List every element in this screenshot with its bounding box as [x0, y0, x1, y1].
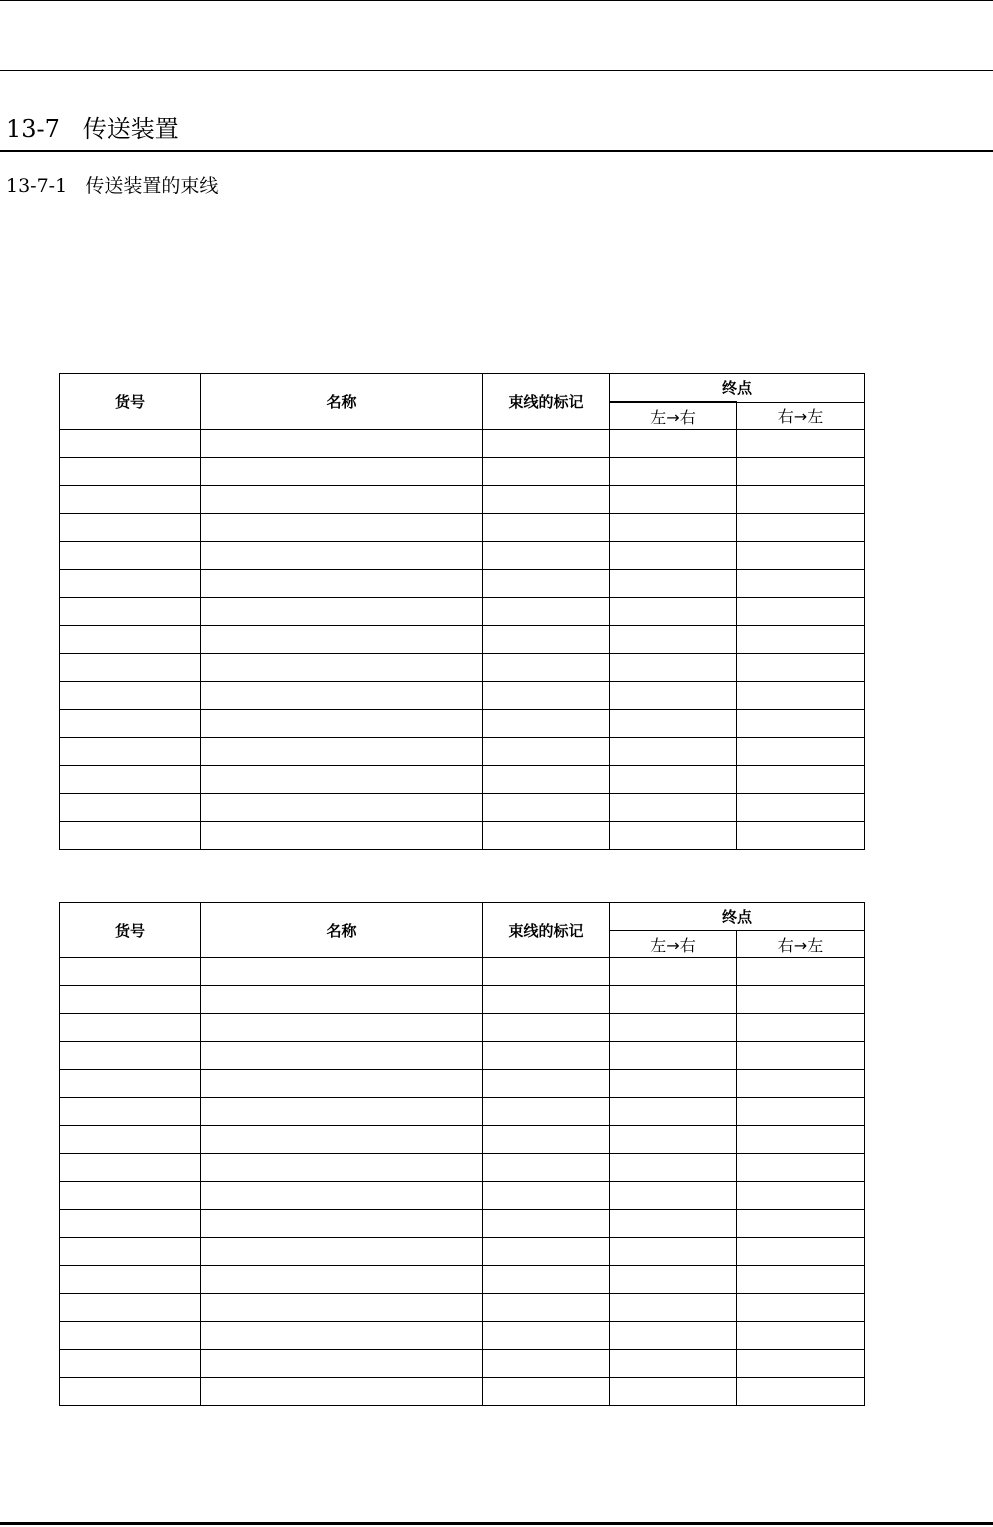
cell-part-no: [60, 1238, 201, 1266]
cell-left-to-right: [610, 542, 737, 570]
cell-left-to-right: [610, 486, 737, 514]
cell-name: [201, 738, 483, 766]
cell-right-to-left: [737, 1238, 865, 1266]
table-row: [60, 1042, 865, 1070]
cell-right-to-left: [737, 1154, 865, 1182]
cell-part-no: [60, 570, 201, 598]
cell-name: [201, 1210, 483, 1238]
cell-part-no: [60, 486, 201, 514]
subsection-number: 13-7-1: [6, 175, 68, 197]
cell-right-to-left: [737, 1014, 865, 1042]
cell-name: [201, 1098, 483, 1126]
cell-left-to-right: [610, 958, 737, 986]
cell-left-to-right: [610, 1154, 737, 1182]
cell-harness-mark: [483, 542, 610, 570]
cell-left-to-right: [610, 1098, 737, 1126]
cell-part-no: [60, 1210, 201, 1238]
cell-part-no: [60, 682, 201, 710]
cell-part-no: [60, 1322, 201, 1350]
cell-right-to-left: [737, 710, 865, 738]
cell-right-to-left: [737, 1350, 865, 1378]
cell-left-to-right: [610, 710, 737, 738]
cell-part-no: [60, 1014, 201, 1042]
cell-part-no: [60, 1266, 201, 1294]
cell-harness-mark: [483, 1238, 610, 1266]
cell-left-to-right: [610, 738, 737, 766]
section-number: 13-7: [6, 115, 60, 143]
cell-left-to-right: [610, 1070, 737, 1098]
cell-name: [201, 430, 483, 458]
cell-harness-mark: [483, 822, 610, 850]
cell-left-to-right: [610, 822, 737, 850]
cell-harness-mark: [483, 1266, 610, 1294]
cell-harness-mark: [483, 1322, 610, 1350]
cell-harness-mark: [483, 1210, 610, 1238]
cell-part-no: [60, 1042, 201, 1070]
col-name: 名称: [201, 374, 483, 430]
cell-right-to-left: [737, 766, 865, 794]
cell-name: [201, 542, 483, 570]
table-row: [60, 958, 865, 986]
cell-name: [201, 682, 483, 710]
cell-right-to-left: [737, 1042, 865, 1070]
cell-right-to-left: [737, 486, 865, 514]
col-right-to-left: 右→左: [737, 402, 865, 430]
cell-name: [201, 1378, 483, 1406]
cell-name: [201, 1350, 483, 1378]
table-row: [60, 570, 865, 598]
cell-left-to-right: [610, 766, 737, 794]
cell-harness-mark: [483, 710, 610, 738]
cell-name: [201, 766, 483, 794]
section-rule: [0, 150, 993, 152]
cell-part-no: [60, 1294, 201, 1322]
table-row: [60, 486, 865, 514]
cell-name: [201, 1042, 483, 1070]
cell-harness-mark: [483, 1070, 610, 1098]
cell-right-to-left: [737, 626, 865, 654]
col-left-to-right: 左→右: [610, 931, 737, 958]
table-row: [60, 766, 865, 794]
cell-right-to-left: [737, 570, 865, 598]
cell-left-to-right: [610, 430, 737, 458]
cell-harness-mark: [483, 1350, 610, 1378]
cell-left-to-right: [610, 1266, 737, 1294]
table-row: [60, 626, 865, 654]
col-name: 名称: [201, 903, 483, 958]
table-row: [60, 682, 865, 710]
col-terminal: 终点: [610, 374, 865, 403]
cell-part-no: [60, 514, 201, 542]
page-top-rule: [0, 0, 993, 1]
cell-name: [201, 822, 483, 850]
cell-part-no: [60, 766, 201, 794]
cell-right-to-left: [737, 682, 865, 710]
table-row: [60, 1126, 865, 1154]
cell-harness-mark: [483, 766, 610, 794]
cell-harness-mark: [483, 1098, 610, 1126]
cell-right-to-left: [737, 1266, 865, 1294]
cell-part-no: [60, 1182, 201, 1210]
cell-part-no: [60, 542, 201, 570]
table-row: [60, 1210, 865, 1238]
cell-harness-mark: [483, 1294, 610, 1322]
cell-right-to-left: [737, 598, 865, 626]
cell-part-no: [60, 654, 201, 682]
table-row: [60, 1378, 865, 1406]
cell-harness-mark: [483, 486, 610, 514]
cell-name: [201, 986, 483, 1014]
cell-right-to-left: [737, 794, 865, 822]
cell-left-to-right: [610, 1014, 737, 1042]
cell-harness-mark: [483, 794, 610, 822]
col-right-to-left: 右→左: [737, 931, 865, 958]
cell-right-to-left: [737, 822, 865, 850]
col-part-no: 货号: [60, 903, 201, 958]
footer-rule: [0, 1522, 993, 1525]
cell-right-to-left: [737, 1294, 865, 1322]
cell-harness-mark: [483, 570, 610, 598]
table-row: [60, 1182, 865, 1210]
cell-right-to-left: [737, 958, 865, 986]
cell-name: [201, 514, 483, 542]
cell-right-to-left: [737, 1322, 865, 1350]
cell-left-to-right: [610, 986, 737, 1014]
cell-name: [201, 458, 483, 486]
cell-name: [201, 654, 483, 682]
cell-part-no: [60, 710, 201, 738]
cell-left-to-right: [610, 458, 737, 486]
cell-part-no: [60, 458, 201, 486]
col-harness-mark: 束线的标记: [483, 903, 610, 958]
cell-right-to-left: [737, 1210, 865, 1238]
table-row: [60, 1070, 865, 1098]
table-row: [60, 1294, 865, 1322]
cell-harness-mark: [483, 1378, 610, 1406]
cell-harness-mark: [483, 654, 610, 682]
cell-name: [201, 958, 483, 986]
cell-left-to-right: [610, 1126, 737, 1154]
cell-right-to-left: [737, 738, 865, 766]
table-row: [60, 458, 865, 486]
cell-harness-mark: [483, 514, 610, 542]
cell-right-to-left: [737, 1098, 865, 1126]
cell-name: [201, 1014, 483, 1042]
subsection-heading: [6, 172, 218, 200]
table-row: [60, 430, 865, 458]
cell-name: [201, 1294, 483, 1322]
cell-harness-mark: [483, 1042, 610, 1070]
cell-name: [201, 1266, 483, 1294]
harness-table-2: [59, 902, 865, 1406]
cell-left-to-right: [610, 1210, 737, 1238]
cell-name: [201, 570, 483, 598]
harness-table-1: [59, 373, 865, 850]
col-part-no: 货号: [60, 374, 201, 430]
table-row: [60, 1014, 865, 1042]
cell-name: [201, 1322, 483, 1350]
cell-name: [201, 598, 483, 626]
cell-harness-mark: [483, 738, 610, 766]
cell-right-to-left: [737, 1070, 865, 1098]
section-heading: [6, 113, 179, 145]
cell-harness-mark: [483, 682, 610, 710]
cell-name: [201, 1126, 483, 1154]
cell-part-no: [60, 626, 201, 654]
table-row: [60, 1350, 865, 1378]
cell-right-to-left: [737, 542, 865, 570]
cell-part-no: [60, 986, 201, 1014]
cell-name: [201, 1238, 483, 1266]
cell-harness-mark: [483, 1154, 610, 1182]
cell-part-no: [60, 1070, 201, 1098]
table-row: [60, 738, 865, 766]
cell-name: [201, 1182, 483, 1210]
cell-harness-mark: [483, 958, 610, 986]
cell-part-no: [60, 794, 201, 822]
table-row: [60, 710, 865, 738]
cell-harness-mark: [483, 1014, 610, 1042]
subsection-title: 传送装置的束线: [85, 175, 219, 197]
cell-harness-mark: [483, 1126, 610, 1154]
cell-harness-mark: [483, 458, 610, 486]
cell-name: [201, 1070, 483, 1098]
cell-left-to-right: [610, 570, 737, 598]
cell-name: [201, 1154, 483, 1182]
cell-name: [201, 626, 483, 654]
cell-right-to-left: [737, 1126, 865, 1154]
table-row: [60, 1238, 865, 1266]
header-rule: [0, 70, 993, 71]
cell-harness-mark: [483, 430, 610, 458]
table-row: [60, 1154, 865, 1182]
table-row: [60, 654, 865, 682]
cell-left-to-right: [610, 1350, 737, 1378]
cell-right-to-left: [737, 654, 865, 682]
cell-harness-mark: [483, 986, 610, 1014]
cell-part-no: [60, 1154, 201, 1182]
table-row: [60, 598, 865, 626]
col-terminal: 终点: [610, 903, 865, 931]
cell-part-no: [60, 1098, 201, 1126]
cell-left-to-right: [610, 1322, 737, 1350]
cell-harness-mark: [483, 598, 610, 626]
cell-left-to-right: [610, 1378, 737, 1406]
section-title: 传送装置: [82, 115, 179, 143]
cell-left-to-right: [610, 794, 737, 822]
cell-left-to-right: [610, 1182, 737, 1210]
cell-part-no: [60, 958, 201, 986]
harness-table-body: [60, 958, 865, 1406]
table-row: [60, 794, 865, 822]
table-row: [60, 542, 865, 570]
cell-left-to-right: [610, 1238, 737, 1266]
cell-part-no: [60, 598, 201, 626]
table-row: [60, 986, 865, 1014]
cell-right-to-left: [737, 514, 865, 542]
cell-name: [201, 710, 483, 738]
cell-harness-mark: [483, 1182, 610, 1210]
cell-part-no: [60, 822, 201, 850]
cell-right-to-left: [737, 1378, 865, 1406]
cell-left-to-right: [610, 1042, 737, 1070]
cell-left-to-right: [610, 626, 737, 654]
cell-name: [201, 486, 483, 514]
cell-name: [201, 794, 483, 822]
cell-right-to-left: [737, 430, 865, 458]
cell-part-no: [60, 738, 201, 766]
table-row: [60, 822, 865, 850]
cell-right-to-left: [737, 1182, 865, 1210]
cell-part-no: [60, 1378, 201, 1406]
cell-part-no: [60, 1126, 201, 1154]
cell-right-to-left: [737, 458, 865, 486]
col-harness-mark: 束线的标记: [483, 374, 610, 430]
cell-right-to-left: [737, 986, 865, 1014]
table-row: [60, 514, 865, 542]
cell-part-no: [60, 1350, 201, 1378]
cell-left-to-right: [610, 682, 737, 710]
cell-part-no: [60, 430, 201, 458]
harness-table-body: [60, 430, 865, 850]
table-row: [60, 1266, 865, 1294]
cell-left-to-right: [610, 514, 737, 542]
cell-left-to-right: [610, 1294, 737, 1322]
table-row: [60, 1322, 865, 1350]
col-left-to-right: 左→右: [610, 402, 737, 430]
cell-left-to-right: [610, 598, 737, 626]
cell-harness-mark: [483, 626, 610, 654]
table-row: [60, 1098, 865, 1126]
cell-left-to-right: [610, 654, 737, 682]
